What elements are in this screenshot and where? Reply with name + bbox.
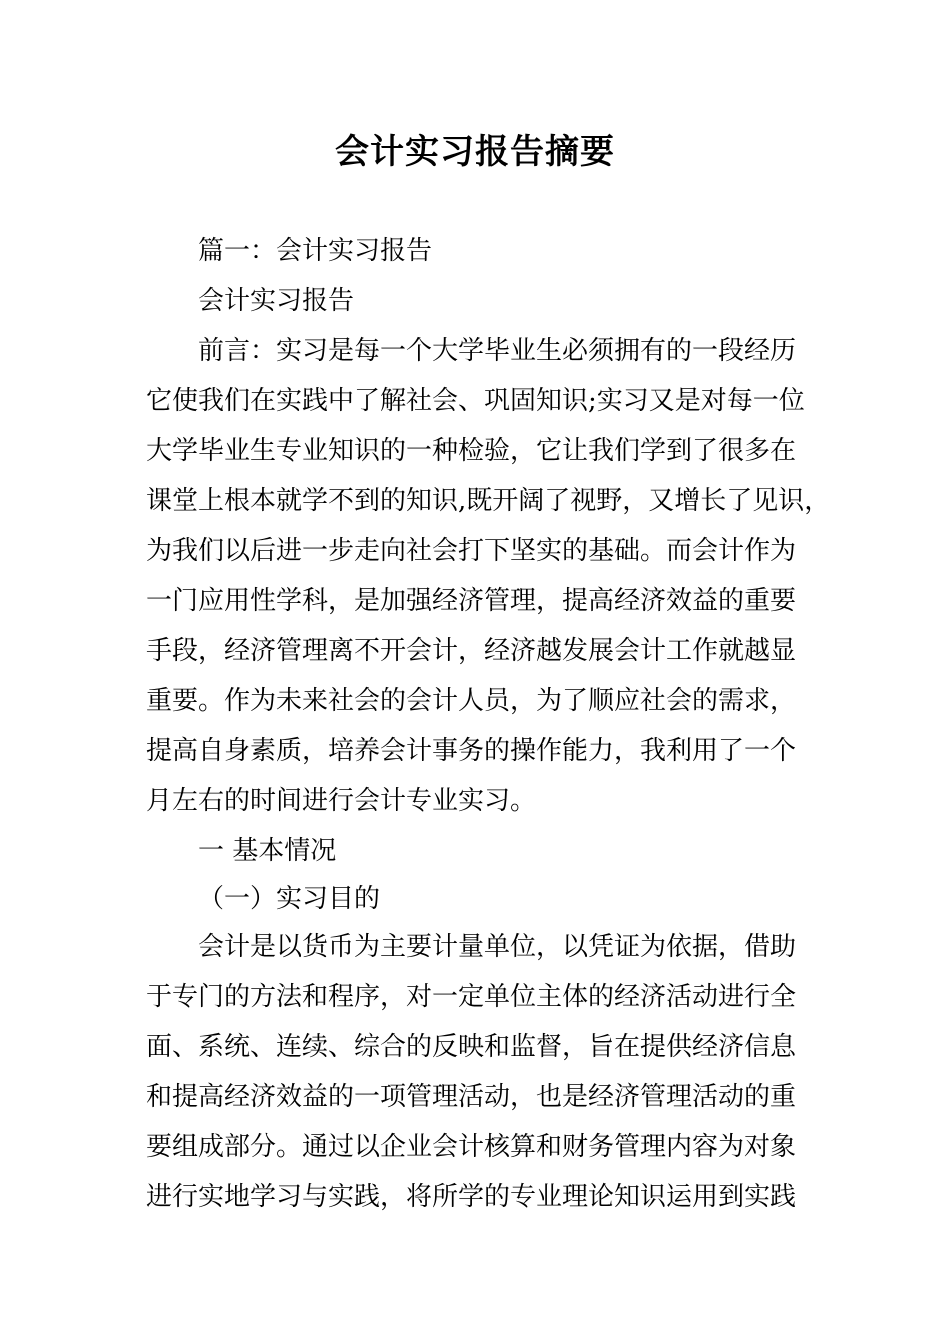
paragraph-line: 课堂上根本就学不到的知识,既开阔了视野，又增长了见识， bbox=[146, 486, 831, 516]
paragraph-line: 为我们以后进一步走向社会打下坚实的基础。而会计作为 bbox=[146, 536, 797, 566]
paragraph-line: 于专门的方法和程序，对一定单位主体的经济活动进行全 bbox=[146, 982, 797, 1012]
paragraph-line: 和提高经济效益的一项管理活动，也是经济管理活动的重 bbox=[146, 1082, 797, 1112]
paragraph-line: 会计是以货币为主要计量单位，以凭证为依据，借助 bbox=[198, 932, 797, 962]
paragraph-line: 手段，经济管理离不开会计，经济越发展会计工作就越显 bbox=[146, 636, 797, 666]
paragraph-line: 它使我们在实践中了解社会、巩固知识;实习又是对每一位 bbox=[146, 386, 805, 416]
paragraph-line: 前言：实习是每一个大学毕业生必须拥有的一段经历 bbox=[198, 336, 797, 366]
paragraph-line: 大学毕业生专业知识的一种检验，它让我们学到了很多在 bbox=[146, 436, 797, 466]
heading-part-one: 篇一：会计实习报告 bbox=[198, 236, 433, 266]
paragraph-line: 进行实地学习与实践，将所学的专业理论知识运用到实践 bbox=[146, 1182, 797, 1212]
section-heading-basic-info: 一 基本情况 bbox=[198, 836, 337, 866]
paragraph-line: 一门应用性学科，是加强经济管理，提高经济效益的重要 bbox=[146, 586, 797, 616]
section-heading-purpose: （一）实习目的 bbox=[198, 884, 381, 914]
document-title: 会计实习报告摘要 bbox=[335, 132, 615, 172]
subheading-report: 会计实习报告 bbox=[198, 286, 355, 316]
paragraph-line: 提高自身素质，培养会计事务的操作能力，我利用了一个 bbox=[146, 736, 797, 766]
paragraph-line: 要组成部分。通过以企业会计核算和财务管理内容为对象 bbox=[146, 1132, 797, 1162]
paragraph-line: 月左右的时间进行会计专业实习。 bbox=[146, 786, 537, 816]
paragraph-line: 面、系统、连续、综合的反映和监督，旨在提供经济信息 bbox=[146, 1032, 797, 1062]
paragraph-line: 重要。作为未来社会的会计人员，为了顺应社会的需求， bbox=[146, 686, 797, 716]
